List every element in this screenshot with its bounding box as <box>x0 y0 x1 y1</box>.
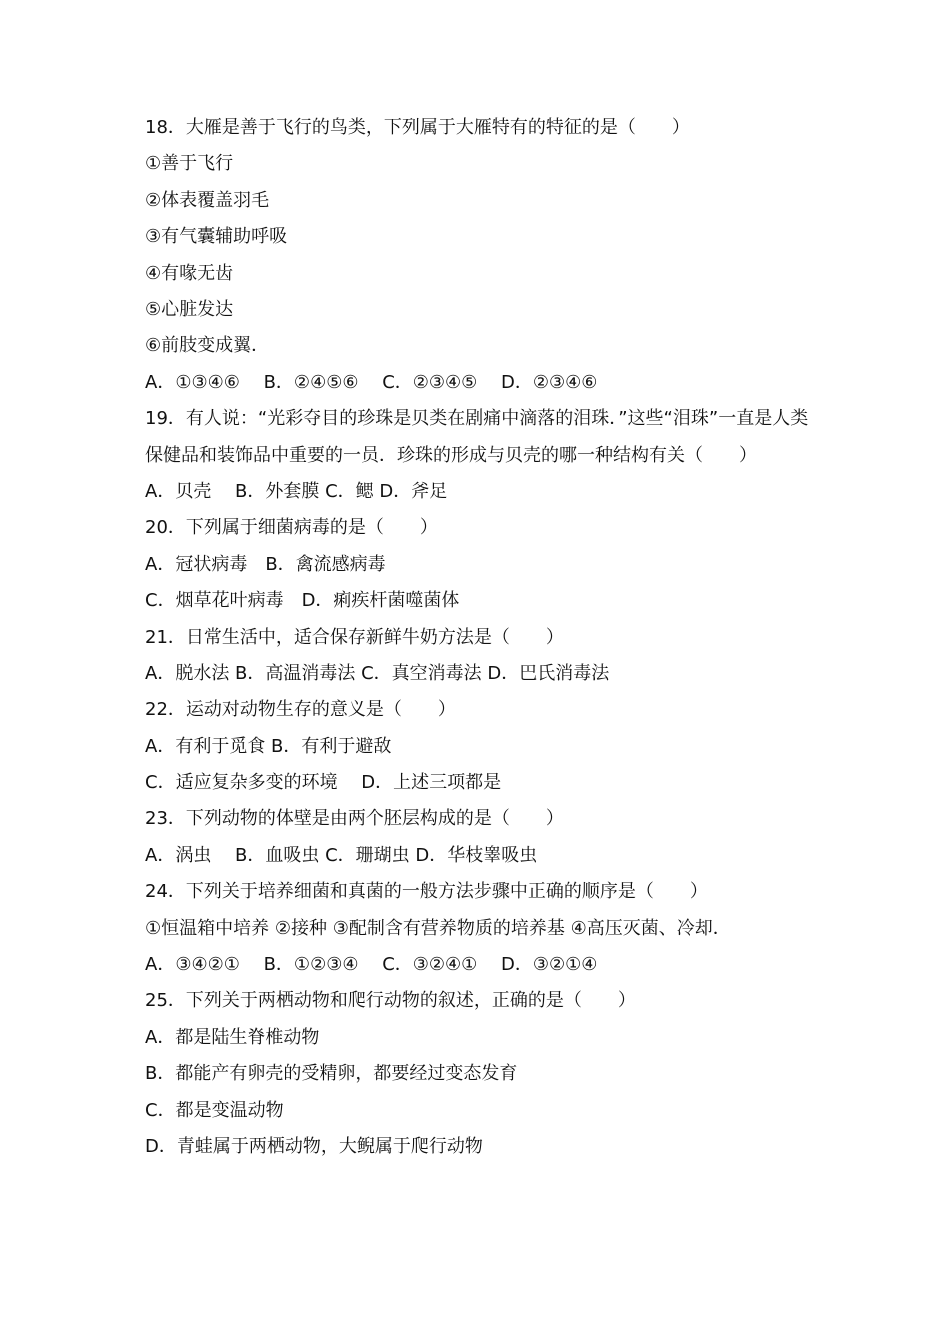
option-line: ②体表覆盖羽毛 <box>145 189 270 211</box>
question-stem: 20．下列属于细菌病毒的是（ ） <box>145 517 438 539</box>
option-line: ③有气囊辅助呼吸 <box>145 226 288 248</box>
answer-choices: A．贝壳 B．外套膜 C．鳃 D．斧足 <box>145 480 448 502</box>
answer-choices: A．都是陆生脊椎动物 <box>145 1026 320 1048</box>
answer-choices: A．涡虫 B．血吸虫 C．珊瑚虫 D．华枝睾吸虫 <box>145 844 538 866</box>
answer-choices: A．①③④⑥ B．②④⑤⑥ C．②③④⑤ D．②③④⑥ <box>145 371 598 393</box>
question-stem: 22．运动对动物生存的意义是（ ） <box>145 699 456 721</box>
question-22 <box>145 692 810 801</box>
option-line: ⑤心脏发达 <box>145 298 234 320</box>
question-stem: 25．下列关于两栖动物和爬行动物的叙述，正确的是（ ） <box>145 990 636 1012</box>
answer-choices: B．都能产有卵壳的受精卵，都要经过变态发育 <box>145 1063 518 1085</box>
question-stem: 23．下列动物的体壁是由两个胚层构成的是（ ） <box>145 808 564 830</box>
question-23 <box>145 801 810 874</box>
answer-choices: A．冠状病毒 B．禽流感病毒 <box>145 553 386 575</box>
option-line: ①善于飞行 <box>145 153 234 175</box>
question-list <box>145 110 810 1165</box>
option-line: ⑥前肢变成翼． <box>145 335 270 357</box>
question-19 <box>145 401 810 510</box>
answer-choices: A．脱水法 B．高温消毒法 C．真空消毒法 D．巴氏消毒法 <box>145 662 610 684</box>
answer-choices: C．适应复杂多变的环境 D．上述三项都是 <box>145 772 502 794</box>
answer-choices: A．有利于觅食 B．有利于避敌 <box>145 735 392 757</box>
question-20 <box>145 510 810 619</box>
question-18 <box>145 110 810 401</box>
answer-choices: C．都是变温动物 <box>145 1099 284 1121</box>
option-line: ①恒温箱中培养 ②接种 ③配制含有营养物质的培养基 ④高压灭菌、冷却． <box>145 917 731 939</box>
question-24 <box>145 874 810 983</box>
question-stem: 21．日常生活中，适合保存新鲜牛奶方法是（ ） <box>145 626 564 648</box>
answer-choices: C．烟草花叶病毒 D．痢疾杆菌噬菌体 <box>145 590 460 612</box>
question-21 <box>145 620 810 693</box>
question-stem: 18．大雁是善于飞行的鸟类，下列属于大雁特有的特征的是（ ） <box>145 117 690 138</box>
answer-choices: D．青蛙属于两栖动物，大鲵属于爬行动物 <box>145 1135 483 1157</box>
question-stem: 19．有人说：“光彩夺目的珍珠是贝类在剧痛中滴落的泪珠．”这些“泪珠”一直是人类保健品和装饰品中重要的一员．珍珠的形成与贝壳的哪一种结构有关（ ） <box>145 408 809 466</box>
question-25 <box>145 983 810 1165</box>
question-stem: 24．下列关于培养细菌和真菌的一般方法步骤中正确的顺序是（ ） <box>145 881 708 903</box>
answer-choices: A．③④②① B．①②③④ C．③②④① D．③②①④ <box>145 954 598 976</box>
option-line: ④有喙无齿 <box>145 262 234 284</box>
